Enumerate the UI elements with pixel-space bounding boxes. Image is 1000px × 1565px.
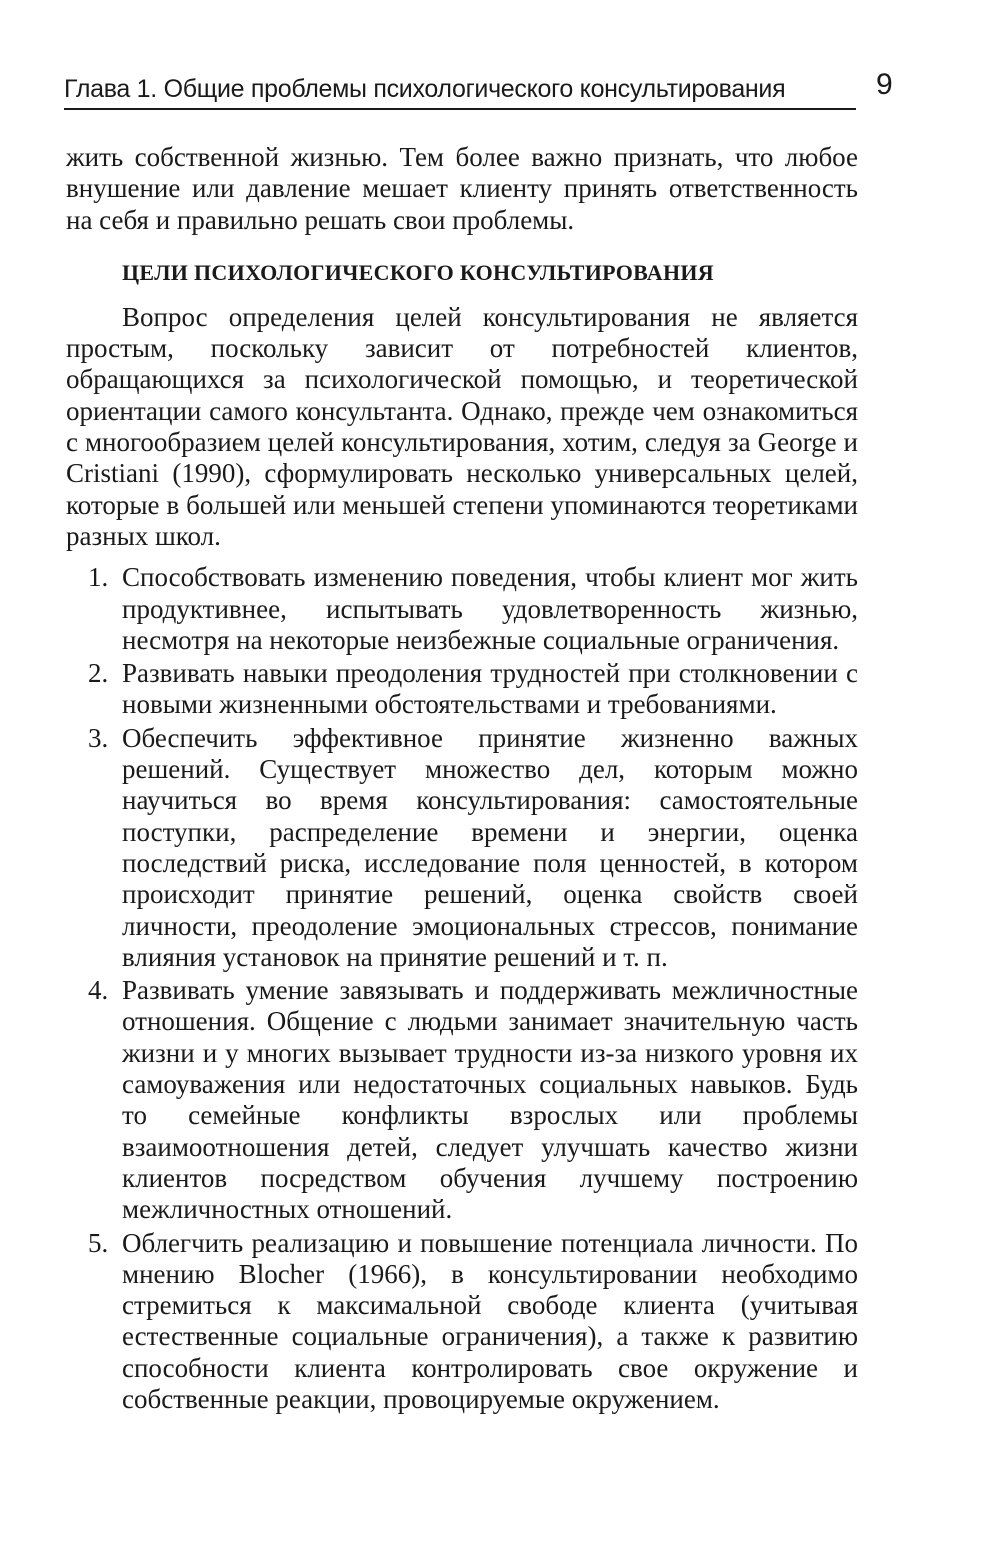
chapter-title: Глава 1. Общие проблемы психологического консультирования <box>64 75 786 103</box>
section-heading: ЦЕЛИ ПСИХОЛОГИЧЕСКОГО КОНСУЛЬТИРОВАНИЯ <box>122 259 714 285</box>
page-number: 9 <box>876 68 893 101</box>
goals-list <box>66 562 858 1415</box>
list-item-text: Развивать умение завязывать и поддерживать межличностные отношения. Общение с людьми занимает значительную часть жизни и у многих вызывает трудности из-за низкого уровня их самоуважения или недостаточных социальных навыков. Будь то семейные конфликты взрослых или проблемы взаимоотношения детей, следует улучшать качество жизни клиентов посредством обучения лучшему построению межличностных отношений. <box>122 975 858 1225</box>
section-paragraph: Вопрос определения целей консультирования не является простым, поскольку зависит от потребностей клиентов, обращающихся за психологической помощью, и теоретической ориентации самого консультанта. Однако, прежде чем ознакомиться с многообразием целей консультирования, хотим, следуя за George и Cristiani (1990), сформулировать несколько универсальных целей, которые в большей или меньшей степени упоминаются теоретиками разных школ. <box>66 301 858 551</box>
list-item <box>66 975 858 1225</box>
running-header <box>64 72 856 110</box>
list-item-number: 1. <box>88 562 109 593</box>
list-item-number: 3. <box>88 722 109 753</box>
list-item-text: Развивать навыки преодоления трудностей при столкновении с новыми жизненными обстоятельствами и требованиями. <box>122 658 858 720</box>
body-text <box>66 142 858 1417</box>
list-item-text: Обеспечить эффективное принятие жизненно важных решений. Существует множество дел, которым можно научиться во время консультирования: самостоятельные поступки, распределение времени и энергии, оценка последствий риска, исследование поля ценностей, в котором происходит принятие решений, оценка свойств своей личности, преодоление эмоциональных стрессов, понимание влияния установок на принятие решений и т. п. <box>122 722 858 972</box>
list-item-text: Облегчить реализацию и повышение потенциала личности. По мнению Blocher (1966), в консультировании необходимо стремиться к максимальной свободе клиента (учитывая естественные социальные ограничения), а также к развитию способности клиента контролировать свое окружение и собственные реакции, провоцируемые окружением. <box>122 1227 858 1414</box>
list-item-number: 2. <box>88 658 109 689</box>
intro-paragraph: жить собственной жизнью. Тем более важно признать, что любое внушение или давление мешает клиенту принять ответственность на себя и правильно решать свои проблемы. <box>66 142 858 235</box>
list-item <box>66 1228 858 1416</box>
list-item <box>66 562 858 656</box>
list-item <box>66 658 858 721</box>
list-item <box>66 723 858 973</box>
list-item-number: 4. <box>88 975 109 1006</box>
list-item-number: 5. <box>88 1227 109 1258</box>
list-item-text: Способствовать изменению поведения, чтобы клиент мог жить продуктивнее, испытывать удовлетворенность жизнью, несмотря на некоторые неизбежные социальные ограничения. <box>122 562 858 655</box>
